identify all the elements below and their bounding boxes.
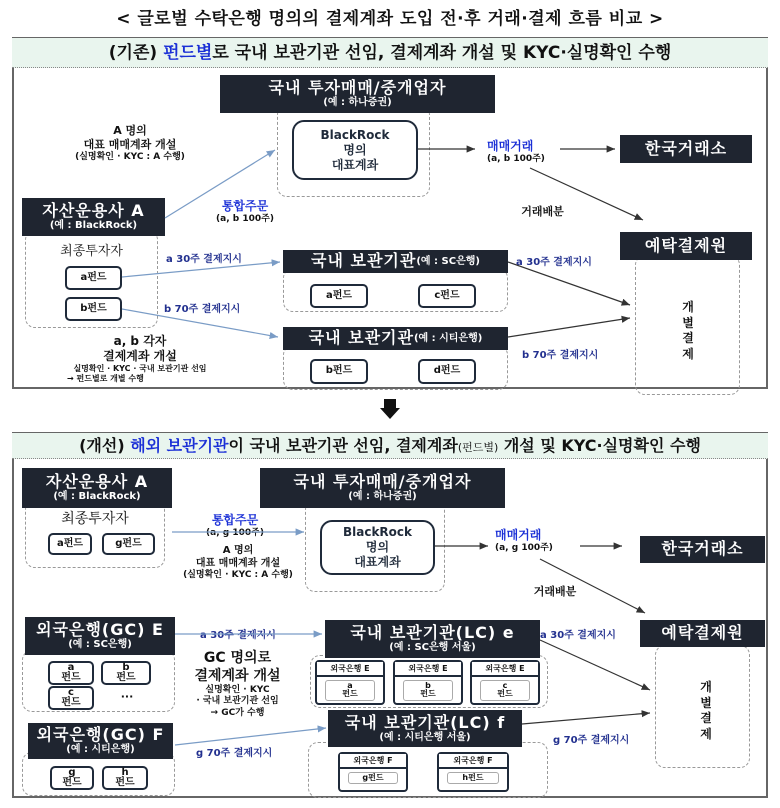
after-broker-box: 국내 투자매매/중개업자 (예 : 하나증권) — [260, 468, 505, 508]
fund-b: b펀드 — [65, 297, 122, 321]
gc-e-fund-c: c 펀드 — [48, 686, 94, 710]
lc-e-account-c: 외국은행 E c 펀드 — [470, 660, 540, 705]
after-instruction-a-right: a 30주 결제지시 — [540, 630, 616, 641]
arrow-b-instruction — [122, 309, 278, 337]
lc-e-box: 국내 보관기관(LC) e (예 : SC은행 서울) — [325, 620, 540, 658]
account-note: A 명의 대표 매매계좌 개설 (실명확인 · KYC : A 수행) — [75, 124, 185, 162]
trade-label: 매매거래 (a, b 100주) — [487, 139, 545, 164]
asset-manager-box: 자산운용사 A (예 : BlackRock) — [22, 198, 165, 236]
page-title: < 글로벌 수탁은행 명의의 결제계좌 도입 전·후 거래·결제 흐름 비교 > — [116, 9, 664, 29]
after-instruction-g-left: g 70주 결제지시 — [196, 748, 273, 759]
after-investors-label: 최종투자자 — [61, 511, 129, 527]
after-asset-manager-box: 자산운용사 A (예 : BlackRock) — [22, 468, 172, 508]
after-allocation-label: 거래배분 — [533, 585, 577, 598]
arrow-custodian1-ksd — [508, 262, 630, 305]
instruction-a-left: a 30주 결제지시 — [166, 254, 242, 265]
after-instruction-a-left: a 30주 결제지시 — [200, 630, 276, 641]
combined-order: 통합주문 (a, b 100주) — [216, 199, 274, 224]
individual-settlement: 개별결제 — [682, 300, 694, 361]
custodian1-fund-c: c펀드 — [418, 284, 476, 308]
gc-f-box: 외국은행(GC) F (예 : 시티은행) — [28, 723, 173, 759]
after-ksd-box: 예탁결제원 — [640, 620, 765, 647]
allocation-label: 거래배분 — [521, 205, 564, 218]
after-account-note: A 명의 대표 매매계좌 개설 (실명확인 · KYC : A 수행) — [183, 545, 293, 580]
gc-e-fund-a: a 펀드 — [48, 661, 94, 685]
fund-a: a펀드 — [65, 266, 122, 290]
arrow-lc-f-ksd — [522, 713, 650, 724]
investors-label: 최종투자자 — [60, 244, 123, 259]
ksd-box: 예탁결제원 — [620, 232, 752, 260]
after-combined-order: 통합주문 (a, g 100주) — [206, 513, 264, 538]
custodian1-box: 국내 보관기관 (예 : SC은행) — [283, 250, 508, 273]
before-header: (기존) 펀드별로 국내 보관기관 선임, 결제계좌 개설 및 KYC·실명확인 수행 — [12, 38, 768, 68]
after-korea-exchange: 한국거래소 — [640, 536, 765, 563]
lc-e-account-a: 외국은행 E a 펀드 — [315, 660, 385, 705]
lc-f-box: 국내 보관기관(LC) f (예 : 시티은행 서울) — [328, 710, 522, 747]
gc-f-fund-h: h 펀드 — [102, 766, 148, 790]
after-trade-label: 매매거래 (a, g 100주) — [495, 528, 553, 553]
instruction-b-right: b 70주 결제지시 — [522, 350, 599, 361]
arrow-lc-e-ksd — [540, 640, 650, 690]
korea-exchange: 한국거래소 — [620, 135, 752, 163]
after-individual-settlement: 개별결제 — [700, 680, 712, 741]
after-header: (개선) 해외 보관기관이 국내 보관기관 선임, 결제계좌(펀드별) 개설 및 KYC·실명확인 수행 — [12, 433, 768, 459]
instruction-a-right: a 30주 결제지시 — [516, 257, 592, 268]
arrow-a-instruction — [122, 262, 280, 277]
after-fund-a: a펀드 — [48, 533, 92, 555]
settlement-note: a, b 각자 결제계좌 개설 실명확인 · KYC · 국내 보관기관 선임 → 펀드별로 개별 수행 — [67, 334, 207, 383]
lc-f-account-h: 외국은행 F h펀드 — [437, 752, 509, 792]
gc-e-more: ··· — [120, 690, 134, 703]
gc-e-fund-b: b 펀드 — [101, 661, 151, 685]
custodian2-box: 국내 보관기관 (예 : 시티은행) — [283, 327, 508, 350]
lc-f-account-g: 외국은행 F g펀드 — [338, 752, 408, 792]
after-fund-g: g펀드 — [102, 533, 155, 555]
instruction-b-left: b 70주 결제지시 — [164, 304, 241, 315]
arrow-allocation-after — [540, 559, 645, 613]
blackrock-account: BlackRock 명의 대표계좌 — [292, 120, 418, 180]
gc-note: GC 명의로 결제계좌 개설 실명확인 · KYC · 국내 보관기관 선임 → GC가 수행 — [194, 650, 281, 718]
custodian2-fund-d: d펀드 — [418, 359, 476, 384]
arrow-allocation — [530, 168, 643, 220]
custodian1-fund-a: a펀드 — [310, 284, 368, 308]
arrow-order-before — [165, 150, 275, 218]
custodian2-fund-b: b펀드 — [310, 359, 368, 384]
gc-e-box: 외국은행(GC) E (예 : SC은행) — [25, 617, 175, 655]
after-blackrock-account: BlackRock 명의 대표계좌 — [320, 520, 435, 575]
arrow-g-instruction-after — [175, 728, 326, 745]
after-instruction-g-right: g 70주 결제지시 — [553, 735, 630, 746]
gc-f-fund-g: g 펀드 — [50, 766, 94, 790]
lc-e-account-b: 외국은행 E b 펀드 — [393, 660, 463, 705]
arrow-custodian2-ksd — [508, 318, 630, 337]
broker-box: 국내 투자매매/중개업자 (예 : 하나증권) — [220, 75, 495, 113]
